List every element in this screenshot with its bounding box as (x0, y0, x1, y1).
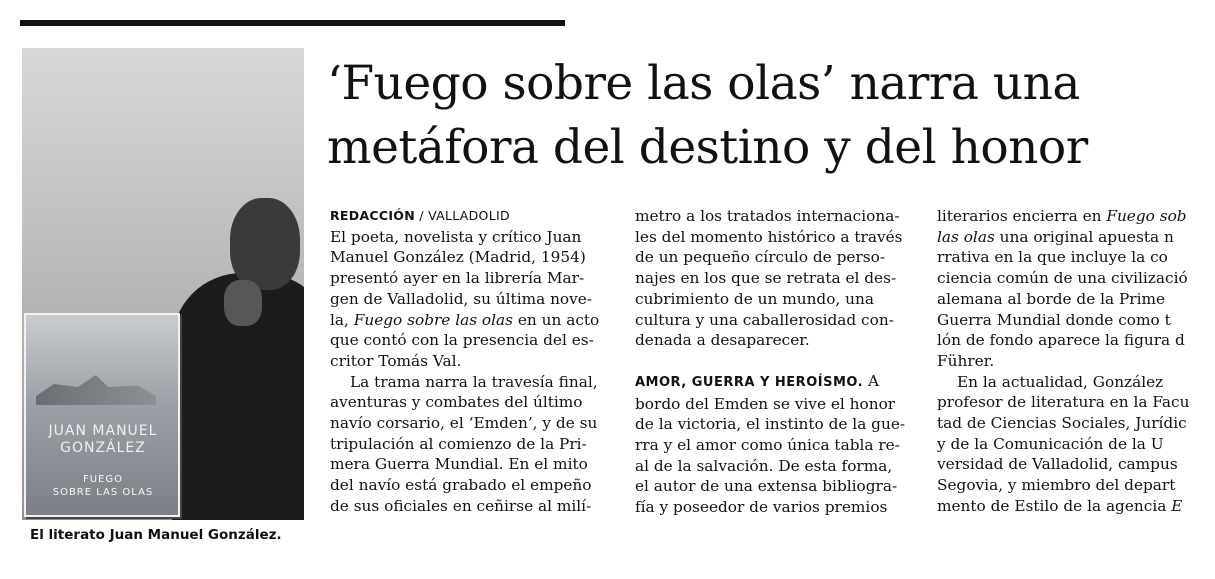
byline-separator: / (415, 208, 429, 223)
body-line: gen de Valladolid, su última nove- (330, 289, 592, 308)
body-line: tad de Ciencias Sociales, Jurídic (937, 414, 1187, 433)
body-line: ciencia común de una civilizació (937, 269, 1188, 288)
body-line: tripulación al comienzo de la Pri- (330, 434, 587, 453)
article-photo (22, 48, 304, 520)
body-line: de la victoria, el instinto de la gue- (635, 415, 906, 434)
body-line: metro a los tratados internaciona- (635, 207, 900, 225)
body-text: A (863, 371, 880, 390)
photo-person-head (230, 198, 300, 290)
body-line: Führer. (937, 351, 995, 370)
body-line: del navío está grabado el empeño (330, 476, 592, 495)
article-column-3 (937, 206, 1212, 517)
book-cover-author (30, 423, 176, 457)
body-line (937, 206, 1212, 227)
headline-line2: metáfora del destino y del honor (327, 120, 1088, 175)
top-rule (20, 20, 565, 26)
body-line: mera Guerra Mundial. En el mito (330, 455, 588, 474)
headline (327, 52, 1215, 180)
body-line: critor Tomás Val. (330, 351, 462, 370)
body-line: rra y el amor como única tabla re- (635, 436, 900, 455)
body-line: navío corsario, el ‘Emden’, y de su (330, 414, 598, 433)
body-line: Segovia, y miembro del depart (937, 476, 1176, 495)
body-line: lón de fondo aparece la figura d (937, 331, 1185, 350)
book-title-italic: Fuego sobre las olas (353, 310, 514, 329)
body-line: profesor de literatura en la Facu (937, 393, 1190, 412)
body-line: aventuras y combates del último (330, 393, 583, 412)
body-line: de sus oficiales en ceñirse al milí- (330, 496, 592, 515)
agency-name-italic: E (1171, 496, 1183, 515)
body-line: denada a desaparecer. (635, 331, 810, 350)
body-line: rrativa en la que incluye la co (937, 248, 1168, 267)
body-line (330, 310, 615, 331)
article-column-2 (635, 206, 925, 518)
book-title-italic: las olas (937, 227, 995, 246)
subhead: AMOR, GUERRA Y HEROÍSMO. (635, 374, 864, 390)
body-line: cubrimiento de un mundo, una (635, 289, 874, 308)
byline-author: REDACCIÓN (330, 208, 415, 223)
body-line: y de la Comunicación de la U (937, 434, 1164, 453)
body-line: La trama narra la travesía final, (350, 372, 598, 391)
book-author-line2: GONZÁLEZ (60, 440, 146, 456)
book-title-line2: SOBRE LAS OLAS (52, 487, 154, 498)
body-line: versidad de Valladolid, campus (937, 455, 1178, 474)
ship-illustration (36, 375, 156, 405)
body-line (937, 227, 1212, 248)
article-column-1 (330, 206, 615, 517)
body-line: El poeta, novelista y crítico Juan (330, 227, 582, 246)
photo-person-hand (224, 280, 262, 326)
body-line: alemana al borde de la Prime (937, 289, 1166, 308)
body-line: bordo del Emden se vive el honor (635, 394, 896, 413)
headline-line1: ‘Fuego sobre las olas’ narra una (327, 56, 1080, 111)
subhead-line (635, 371, 925, 394)
byline-city: VALLADOLID (428, 208, 510, 223)
body-text: en un acto (513, 310, 600, 329)
byline (330, 206, 615, 227)
book-cover-title (30, 473, 176, 499)
body-line: les del momento histórico a través (635, 227, 903, 246)
body-line: najes en los que se retrata el des- (635, 269, 897, 288)
body-line: al de la salvación. De esta forma, (635, 456, 893, 475)
body-line: Manuel González (Madrid, 1954) (330, 248, 586, 267)
body-line: fía y poseedor de varios premios (635, 498, 888, 517)
book-cover (24, 313, 180, 517)
book-title-line1: FUEGO (82, 474, 123, 485)
body-line (937, 496, 1212, 517)
book-author-line1: JUAN MANUEL (48, 423, 158, 439)
book-title-italic: Fuego sob (1106, 207, 1187, 225)
body-line: presentó ayer en la librería Mar- (330, 269, 585, 288)
body-line: En la actualidad, González (957, 372, 1164, 391)
body-text: una original apuesta n (994, 227, 1174, 246)
body-line: Guerra Mundial donde como t (937, 310, 1171, 329)
body-line: que contó con la presencia del es- (330, 331, 594, 350)
photo-caption: El literato Juan Manuel González. (30, 527, 282, 543)
body-line: de un pequeño círculo de perso- (635, 248, 885, 267)
body-line: el autor de una extensa bibliogra- (635, 477, 898, 496)
body-text: la, (330, 310, 354, 329)
body-line: cultura y una caballerosidad con- (635, 310, 894, 329)
body-text: literarios encierra en (937, 207, 1107, 225)
body-text: mento de Estilo de la agencia (937, 496, 1172, 515)
